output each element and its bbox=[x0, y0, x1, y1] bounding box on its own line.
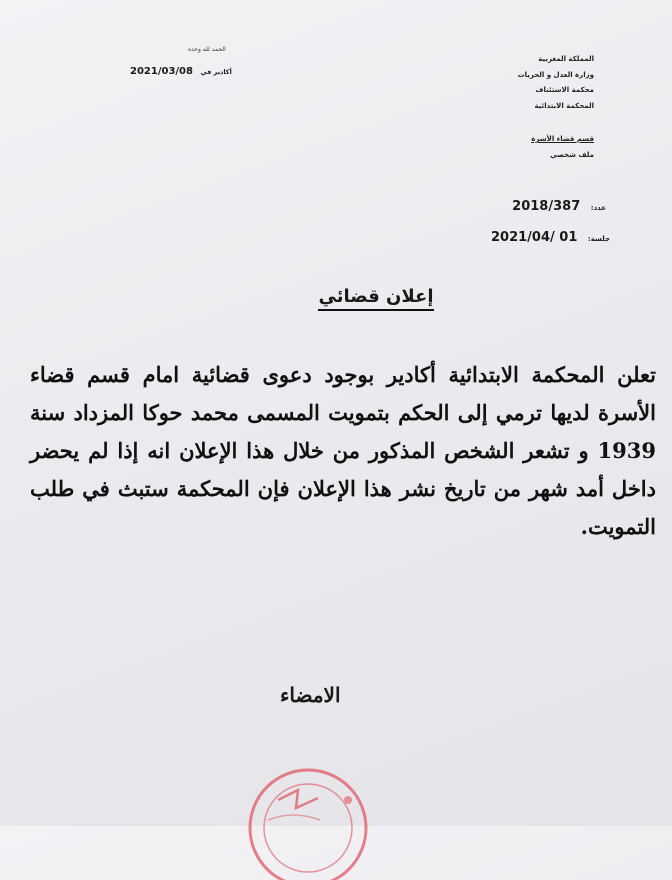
document-title: إعلان قضائي bbox=[318, 286, 433, 311]
session-label: جلسة: bbox=[587, 235, 610, 243]
header-first-instance-court: المحكمة الابتدائية bbox=[534, 101, 594, 110]
header-date-line bbox=[130, 66, 232, 77]
court-header bbox=[464, 52, 594, 163]
header-section: قسم قضاء الأسرة bbox=[531, 135, 594, 143]
session-line bbox=[491, 230, 610, 245]
header-appeal-court: محكمة الاستئناف bbox=[535, 86, 594, 94]
header-city-label: أكادير في bbox=[200, 68, 232, 76]
header-ministry: وزارة العدل و الحريات bbox=[517, 70, 594, 79]
document-title-wrap bbox=[0, 286, 672, 307]
signature-label: الامضاء bbox=[280, 683, 341, 707]
session-date: 2021/04/ 01 bbox=[491, 230, 578, 245]
header-bismillah: الحمد لله وحده bbox=[188, 46, 226, 53]
case-number: 2018/387 bbox=[512, 199, 581, 214]
header-date: 2021/03/08 bbox=[130, 66, 193, 77]
header-file-type: ملف شخصي bbox=[550, 150, 594, 159]
court-stamp-icon bbox=[238, 760, 378, 880]
announcement-body: تعلن المحكمة الابتدائية أكادير بوجود دعوى قضائية امام قسم قضاء الأسرة لديها ترمي إلى الحكم بتمويت المسمى محمد حوكا المزداد سنة 1939 و تشعر الشخص المذكور من خلال هذا الإعلان انه إذا لم يحضر داخل أمد شهر من تاريخ نشر هذا الإعلان فإن المحكمة ستبث في طلب التمويت. bbox=[30, 362, 656, 539]
case-number-label: عدد: bbox=[590, 204, 606, 212]
case-number-line bbox=[512, 199, 606, 214]
header-kingdom: المملكة المغربية bbox=[538, 55, 594, 63]
